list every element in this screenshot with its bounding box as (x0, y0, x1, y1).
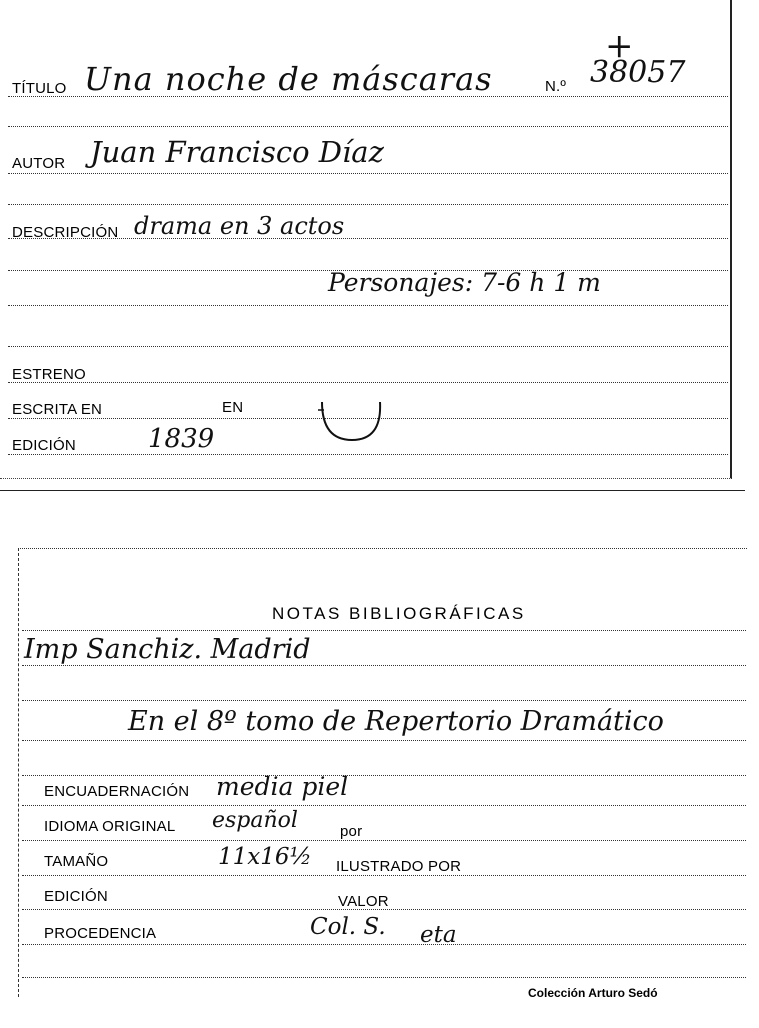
procedencia-value-2: eta (420, 922, 457, 948)
numero-label: N.º (545, 78, 567, 95)
encuadernacion-value: media piel (216, 772, 349, 801)
en-label: EN (222, 399, 244, 416)
card-front-edge (0, 490, 745, 491)
estreno-label: ESTRENO (12, 366, 86, 383)
edicion-label-back: EDICIÓN (44, 888, 108, 905)
titulo-label: TÍTULO (12, 80, 67, 97)
rule-line (8, 173, 728, 174)
notas-heading: NOTAS BIBLIOGRÁFICAS (272, 604, 526, 623)
rule-line (22, 700, 746, 701)
rule-line (8, 346, 728, 347)
edicion-value: 1839 (148, 424, 215, 454)
rule-line (22, 944, 746, 945)
rule-line (8, 204, 728, 205)
rule-line (8, 382, 728, 383)
rule-line (22, 775, 746, 776)
valor-label: VALOR (338, 893, 389, 910)
autor-label: AUTOR (12, 155, 66, 172)
collection-footer: Colección Arturo Sedó (528, 986, 658, 1000)
rule-line (22, 805, 746, 806)
descripcion-value: drama en 3 actos (134, 212, 345, 240)
tamano-label: TAMAÑO (44, 853, 109, 870)
rule-line (22, 665, 746, 666)
rule-line (8, 126, 728, 127)
procedencia-label: PROCEDENCIA (44, 925, 157, 942)
rule-line (8, 305, 728, 306)
rule-line (22, 630, 746, 631)
ilustrado-label: ILUSTRADO POR (336, 858, 462, 875)
rule-line (22, 740, 746, 741)
rule-line (8, 454, 728, 455)
numero-value: 38057 (590, 55, 686, 90)
stamp-arc (318, 398, 386, 444)
por-label: por (340, 823, 363, 840)
edicion-label: EDICIÓN (12, 437, 76, 454)
descripcion-label: DESCRIPCIÓN (12, 224, 119, 241)
note-line-2: En el 8º tomo de Repertorio Dramático (128, 706, 664, 737)
escrita-en-label: ESCRITA EN (12, 401, 103, 418)
idioma-label: IDIOMA ORIGINAL (44, 818, 176, 835)
idioma-value: español (212, 808, 298, 833)
personajes-value: Personajes: 7-6 h 1 m (328, 268, 601, 297)
encuadernacion-label: ENCUADERNACIÓN (44, 783, 190, 800)
note-line-1: Imp Sanchiz. Madrid (24, 634, 311, 665)
rule-line (22, 840, 746, 841)
tamano-value: 11x16½ (218, 844, 312, 870)
cross-mark: + (605, 26, 634, 66)
procedencia-value: Col. S. (310, 914, 386, 940)
rule-line (22, 977, 746, 978)
titulo-value: Una noche de máscaras (84, 60, 493, 98)
rule-line (22, 875, 746, 876)
autor-value: Juan Francisco Díaz (90, 135, 384, 169)
